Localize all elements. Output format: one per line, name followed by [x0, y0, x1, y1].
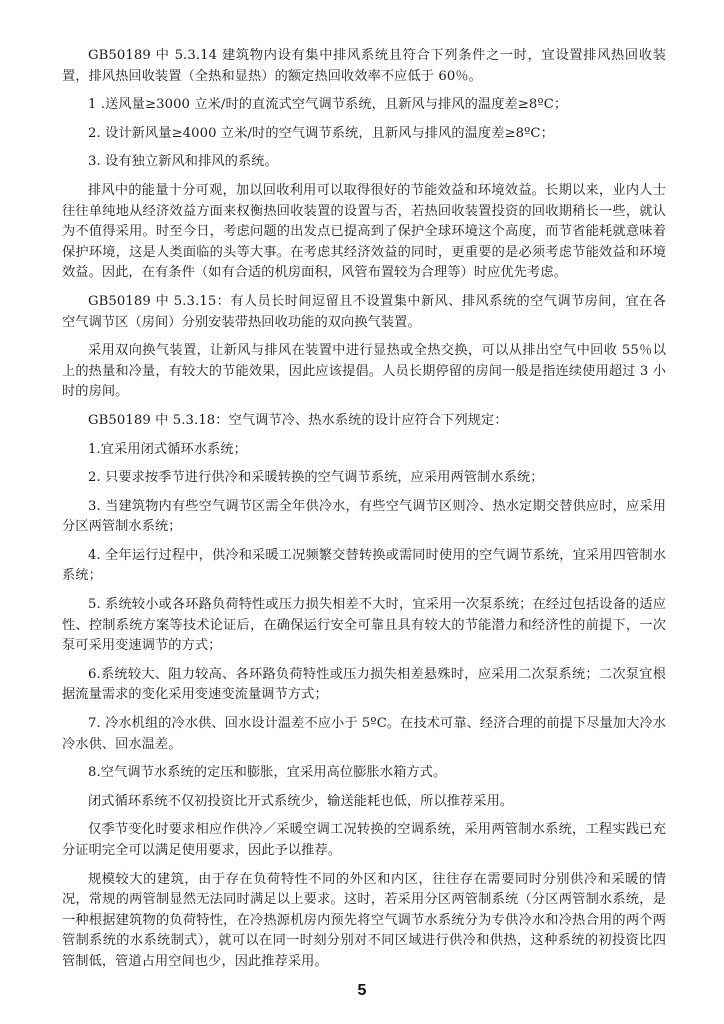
paragraph-seasonal-switch: 仅季节变化时要求相应作供冷／采暖空调工况转换的空调系统，采用两管制水系统，工程实践已充分证明完全可以满足使用要求，因此予以推荐。 [62, 822, 666, 858]
rule-item-1: 1.宜采用闭式循环水系统； [88, 441, 247, 457]
rule-item-2: 2. 只要求按季节进行供冷和采暖转换的空气调节系统，应采用两管制水系统； [88, 470, 544, 486]
rule-item-7: 7. 冷水机组的冷水供、回水设计温差不应小于 5ºC。在技术可靠、经济合理的前提下尽量加大冷水冷水供、回水温差。 [62, 716, 666, 752]
paragraph-gb50189-5-3-18: GB50189 中 5.3.18：空气调节冷、热水系统的设计应符合下列规定： [88, 412, 508, 428]
list-item-2: 2. 设计新风量≥4000 立米/时的空气调节系统，且新风与排风的温度差≥8ºC； [88, 125, 554, 141]
rule-item-5: 5. 系统较小或各环路负荷特性或压力损失相差不大时，宜采用一次泵系统；在经过包括设备的适应性、控制系统方案等技术论证后，在确保运行安全可靠且具有较大的节能潜力和经济性的前提下，一次泵可采用变速调节的方式； [62, 597, 666, 654]
paragraph-two-way-ventilation: 采用双向换气装置，让新风与排风在装置中进行显热或全热交换，可以从排出空气中回收 55％以上的热量和冷量，有较大的节能效果，因此应该提倡。人员长期停留的房间一般是指连续使用超过 3 小时的房间。 [62, 343, 666, 400]
rule-item-3: 3. 当建筑物内有些空气调节区需全年供冷水，有些空气调节区则冷、热水定期交替供应时，应采用分区两管制水系统； [62, 498, 666, 535]
paragraph-closed-loop: 闭式循环系统不仅初投资比开式系统少，输送能耗也低，所以推荐采用。 [88, 793, 514, 809]
list-item-1: 1 .送风量≥3000 立米/时的直流式空气调节系统，且新风与排风的温度差≥8ºC； [88, 97, 568, 113]
rule-item-6: 6.系统较大、阻力较高、各环路负荷特性或压力损失相差悬殊时，应采用二次泵系统；二次泵宜根据流量需求的变化采用变速变流量调节方式； [62, 666, 666, 703]
paragraph-exhaust-energy: 排风中的能量十分可观，加以回收利用可以取得很好的节能效益和环境效益。长期以来，业内人士往往单纯地从经济效益方面来权衡热回收装置的设置与否，若热回收装置投资的回收期稍长一些，就认为不值得采用。时至今日，考虑问题的出发点已提高到了保护全球环境这个高度，而节省能耗就意味着保护环境，这是人类面临的头等大事。在考虑其经济效益的同时，更重要的是必须考虑节能效益和环境效益。因此，在有条件（如有合适的机房面积，风管布置较为合理等）时应优先考虑。 [62, 182, 666, 281]
paragraph-gb50189-5-3-14: GB50189 中 5.3.14 建筑物内设有集中排风系统且符合下列条件之一时，宜设置排风热回收装置，排风热回收装置（全热和显热）的额定热回收效率不应低于 60％。 [62, 48, 666, 84]
paragraph-gb50189-5-3-15: GB50189 中 5.3.15：有人员长时间逗留且不设置集中新风、排风系统的空气调节房间，宜在各空气调节区（房间）分别安装带热回收功能的双向换气装置。 [62, 293, 666, 330]
rule-item-8: 8.空气调节水系统的定压和膨胀，宜采用高位膨胀水箱方式。 [88, 765, 447, 781]
rule-item-4: 4. 全年运行过程中，供冷和采暖工况频繁交替转换或需同时使用的空气调节系统，宜采用四管制水系统； [62, 547, 666, 584]
list-item-3: 3. 设有独立新风和排风的系统。 [88, 154, 278, 170]
page-number: 5 [357, 982, 367, 999]
document-body [62, 46, 666, 981]
paragraph-zoned-two-pipe: 规模较大的建筑，由于存在负荷特性不同的外区和内区，往往存在需要同时分别供冷和采暖的情况，常规的两管制显然无法同时满足以上要求。这时，若采用分区两管制系统（分区两管制水系统，是一种根据建筑物的负荷特性，在冷热源机房内预先将空气调节水系统分为专供冷水和冷热合用的两个两管制系统的水系统制式），就可以在同一时刻分别对不同区域进行供冷和供热，这种系统的初投资比四管制低，管道占用空间也少，因此推荐采用。 [62, 871, 666, 969]
